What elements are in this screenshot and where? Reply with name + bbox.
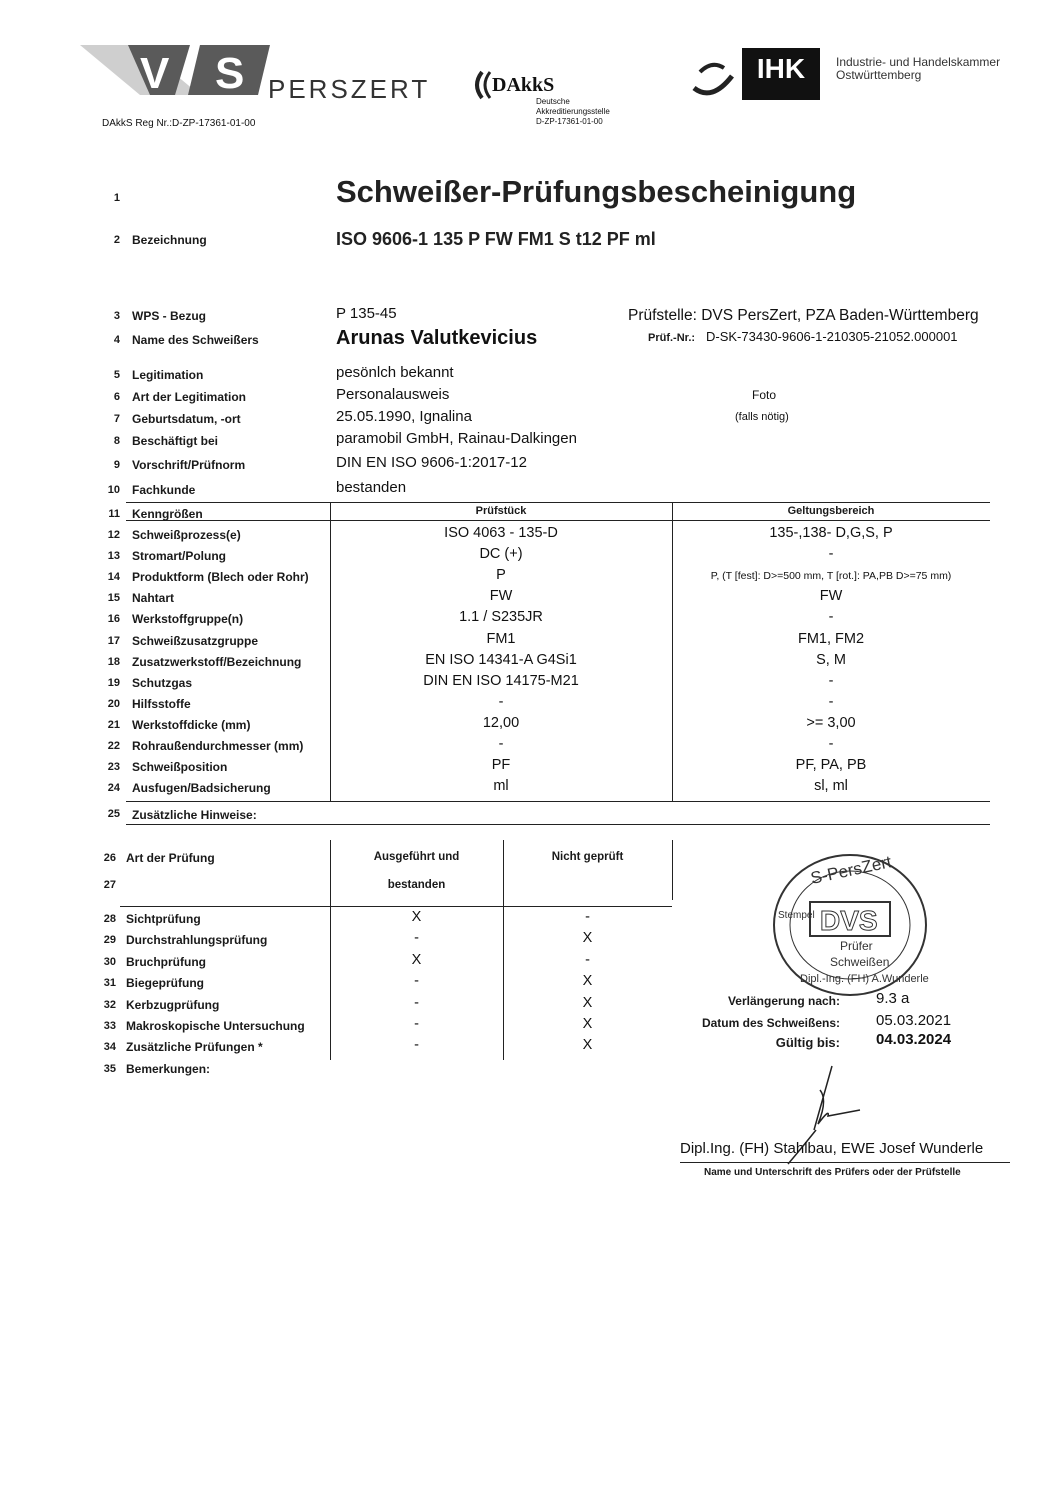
row-number: 17 <box>107 634 120 647</box>
row-number: 21 <box>107 718 120 731</box>
svg-text:S: S <box>215 49 245 98</box>
geltungsbereich-value: - <box>828 672 834 689</box>
row-number: 26 <box>103 852 116 864</box>
parameter-label: Ausfugen/Badsicherung <box>132 781 271 796</box>
row-number: 29 <box>103 934 116 947</box>
geltungsbereich-value: FM1, FM2 <box>797 630 865 647</box>
pruefstueck-value: - <box>498 736 504 752</box>
field-label: Vorschrift/Prüfnorm <box>132 458 246 472</box>
row-number: 8 <box>113 435 120 447</box>
row-number: 16 <box>107 613 120 626</box>
vs-letters: V <box>140 49 170 98</box>
ausgefuehrt-mark: - <box>414 973 419 990</box>
row-number: 1 <box>113 192 120 204</box>
test-label: Makroskopische Untersuchung <box>126 1019 305 1033</box>
pruefstueck-value: ml <box>493 778 509 795</box>
pruefstueck-header: Prüfstück <box>475 505 527 517</box>
geltungsbereich-value: >= 3,00 <box>806 714 856 731</box>
ihk-swoosh-icon <box>690 54 740 104</box>
kenngroessen-label: Kenngrößen <box>132 507 203 521</box>
dakks-bracket-icon <box>470 70 492 100</box>
row-number: 30 <box>103 955 116 968</box>
row-number: 11 <box>108 508 120 520</box>
signer-name: Dipl.Ing. (FH) Stahlbau, EWE Josef Wunderle <box>680 1140 984 1157</box>
photo-note: (falls nötig) <box>735 411 789 423</box>
row-number: 2 <box>113 234 120 246</box>
designation-label: Bezeichnung <box>132 233 207 247</box>
field-label: Beschäftigt bei <box>132 434 219 448</box>
test-label: Bruchprüfung <box>126 954 206 969</box>
dakks-sub2: Akkreditierungsstelle <box>536 107 610 116</box>
ausgefuehrt-mark: - <box>414 930 419 947</box>
field-label: Geburtsdatum, -ort <box>132 412 241 426</box>
ausgefuehrt-mark: - <box>414 994 419 1011</box>
parameter-label: Schweißposition <box>132 760 228 775</box>
photo-placeholder: Foto <box>752 388 777 402</box>
row-number: 34 <box>103 1041 116 1054</box>
row-number: 10 <box>107 484 120 496</box>
field-value: paramobil GmbH, Rainau-Dalkingen <box>336 430 577 447</box>
nicht-geprueft-mark: X <box>582 1037 593 1054</box>
nicht-geprueft-mark: X <box>582 1016 593 1032</box>
parameter-label: Rohraußendurchmesser (mm) <box>132 739 304 753</box>
row-number: 7 <box>113 413 120 425</box>
pruefstueck-value: DC (+) <box>479 546 523 563</box>
row-number: 6 <box>113 391 120 403</box>
row-number: 24 <box>107 782 120 795</box>
ihk-logo <box>690 48 830 104</box>
row-number: 3 <box>113 310 120 322</box>
nicht-geprueft-mark: X <box>582 994 593 1011</box>
row-number: 31 <box>103 977 116 990</box>
pruefstueck-value: - <box>498 693 504 710</box>
parameter-label: Schweißzusatzgruppe <box>132 633 259 648</box>
row-number: 35 <box>103 1063 116 1075</box>
nicht-geprueft-mark: X <box>582 930 593 947</box>
dakks-sub1: Deutsche <box>536 97 570 106</box>
nicht-geprueft-mark: - <box>585 909 590 925</box>
ihk-box: IHK <box>742 48 820 100</box>
row-number: 18 <box>107 655 120 668</box>
test-label: Sichtprüfung <box>126 912 201 926</box>
field-value: Arunas Valutkevicius <box>336 327 538 349</box>
geltungsbereich-value: - <box>828 609 834 626</box>
test-label: Kerbzugprüfung <box>126 997 220 1012</box>
geltungsbereich-value: FW <box>819 588 843 605</box>
parameter-label: Schweißprozess(e) <box>132 528 241 542</box>
row-number: 13 <box>107 550 120 563</box>
bemerkungen-label: Bemerkungen: <box>126 1062 211 1076</box>
verlaengerung-label: Verlängerung nach: <box>727 994 840 1008</box>
pruef-nr-label: Prüf.-Nr.: <box>648 332 696 344</box>
pruefstueck-value: PF <box>491 757 511 774</box>
row-number: 15 <box>107 592 120 605</box>
field-label: Legitimation <box>132 368 204 382</box>
field-label: Art der Legitimation <box>132 390 247 404</box>
designation-value: ISO 9606-1 135 P FW FM1 S t12 PF ml <box>336 229 656 249</box>
svg-text:S-PersZert: S-PersZert <box>808 852 894 888</box>
parameter-label: Nahtart <box>132 591 175 606</box>
nicht-geprueft-mark: - <box>585 951 590 968</box>
dakks-sub3: D-ZP-17361-01-00 <box>536 117 603 126</box>
geltungsbereich-value: - <box>828 693 834 710</box>
field-value: bestanden <box>336 479 407 496</box>
parameter-label: Produktform (Blech oder Rohr) <box>132 570 309 585</box>
stamp-seal-icon <box>770 850 930 1000</box>
row-number: 19 <box>107 676 120 689</box>
row-number: 23 <box>107 761 120 774</box>
ausgefuehrt-mark: X <box>411 909 422 925</box>
signer-caption: Name und Unterschrift des Prüfers oder der Prüfstelle <box>704 1167 961 1178</box>
pruefstueck-value: ISO 4063 - 135-D <box>444 525 558 541</box>
svg-text:Schweißen: Schweißen <box>830 955 890 969</box>
row-number: 4 <box>113 334 120 346</box>
pruefstueck-value: P <box>496 567 506 584</box>
pruefstelle: Prüfstelle: DVS PersZert, PZA Baden-Württemberg <box>628 307 979 324</box>
row-number: 25 <box>107 808 120 820</box>
row-number: 32 <box>103 998 116 1011</box>
field-value: pesönlch bekannt <box>336 364 454 381</box>
row-number: 20 <box>107 697 120 710</box>
field-value: Personalausweis <box>336 386 450 403</box>
datum-label: Datum des Schweißens: <box>701 1016 840 1030</box>
dakks-logo <box>470 70 620 130</box>
field-label: WPS - Bezug <box>132 309 206 323</box>
geltungsbereich-header: Geltungsbereich <box>787 505 875 517</box>
ausgefuehrt-mark: - <box>414 1016 419 1032</box>
art-der-pruefung-label: Art der Prüfung <box>126 851 215 865</box>
geltungsbereich-value: PF, PA, PB <box>795 757 867 774</box>
svg-text:Dipl.-Ing. (FH) A.Wunderle: Dipl.-Ing. (FH) A.Wunderle <box>800 973 929 985</box>
svg-text:Stempel: Stempel <box>778 910 815 921</box>
ihk-line2: Ostwürttemberg <box>836 68 922 82</box>
hinweise-label: Zusätzliche Hinweise: <box>132 808 257 822</box>
ausgefuehrt-mark: - <box>414 1037 419 1054</box>
ausgefuehrt-header-2: bestanden <box>387 879 446 891</box>
pruef-nr-value: D-SK-73430-9606-1-210305-21052.000001 <box>706 329 958 344</box>
parameter-label: Stromart/Polung <box>132 549 227 564</box>
perszert-text: PERSZERT <box>268 74 431 104</box>
svg-text:Prüfer: Prüfer <box>840 939 873 953</box>
pruefstueck-value: 12,00 <box>482 714 520 731</box>
vs-logo-graphic <box>80 40 280 100</box>
gueltig-label: Gültig bis: <box>775 1035 840 1050</box>
field-label: Fachkunde <box>132 483 196 497</box>
vs-perszert-logo <box>80 40 280 100</box>
geltungsbereich-value: P, (T [fest]: D>=500 mm, T [rot.]: PA,PB D>=75 mm) <box>710 570 952 583</box>
gueltig-value: 04.03.2024 <box>876 1031 952 1048</box>
dakks-title: DAkkS <box>492 74 555 96</box>
datum-value: 05.03.2021 <box>876 1012 952 1029</box>
row-number: 27 <box>103 879 116 891</box>
row-number: 5 <box>113 369 120 381</box>
pruefstueck-value: FW <box>489 588 513 605</box>
geltungsbereich-value: 135-,138- D,G,S, P <box>769 525 893 541</box>
verlaengerung-value: 9.3 a <box>876 990 910 1007</box>
ihk-line1: Industrie- und Handelskammer <box>836 55 1001 69</box>
field-value: P 135-45 <box>336 305 397 322</box>
parameter-label: Schutzgas <box>132 675 193 690</box>
row-number: 22 <box>107 740 120 752</box>
parameter-label: Zusatzwerkstoff/Bezeichnung <box>132 654 302 669</box>
svg-text:DVS: DVS <box>820 905 878 936</box>
test-label: Durchstrahlungsprüfung <box>126 933 268 948</box>
row-number: 12 <box>107 529 120 541</box>
nicht-geprueft-mark: X <box>582 973 593 990</box>
row-number: 33 <box>103 1020 116 1032</box>
pruefstueck-value: FM1 <box>486 630 516 647</box>
parameter-label: Werkstoffdicke (mm) <box>132 717 251 732</box>
test-label: Biegeprüfung <box>126 976 204 991</box>
row-number: 14 <box>107 571 120 584</box>
parameter-label: Hilfsstoffe <box>132 696 191 711</box>
nicht-geprueft-header: Nicht geprüft <box>551 851 624 863</box>
test-label: Zusätzliche Prüfungen * <box>126 1040 263 1055</box>
ausgefuehrt-mark: X <box>411 951 422 968</box>
official-stamp <box>770 850 930 1000</box>
pruefstueck-value: 1.1 / S235JR <box>459 609 543 626</box>
parameter-label: Werkstoffgruppe(n) <box>132 612 244 627</box>
geltungsbereich-value: - <box>828 546 834 563</box>
geltungsbereich-value: S, M <box>816 651 846 668</box>
dakks-reg-text: DAkkS Reg Nr.:D-ZP-17361-01-00 <box>102 118 256 129</box>
field-value: DIN EN ISO 9606-1:2017-12 <box>336 454 527 471</box>
field-label: Name des Schweißers <box>132 333 259 347</box>
geltungsbereich-value: - <box>828 736 834 752</box>
pruefstueck-value: DIN EN ISO 14175-M21 <box>423 672 579 689</box>
geltungsbereich-value: sl, ml <box>814 778 848 795</box>
document-title: Schweißer-Prüfungsbescheinigung <box>336 174 857 209</box>
row-number: 28 <box>103 913 116 925</box>
field-value: 25.05.1990, Ignalina <box>336 408 472 425</box>
ausgefuehrt-header-1: Ausgeführt und <box>373 851 460 863</box>
pruefstueck-value: EN ISO 14341-A G4Si1 <box>425 651 577 668</box>
row-number: 9 <box>113 459 120 471</box>
